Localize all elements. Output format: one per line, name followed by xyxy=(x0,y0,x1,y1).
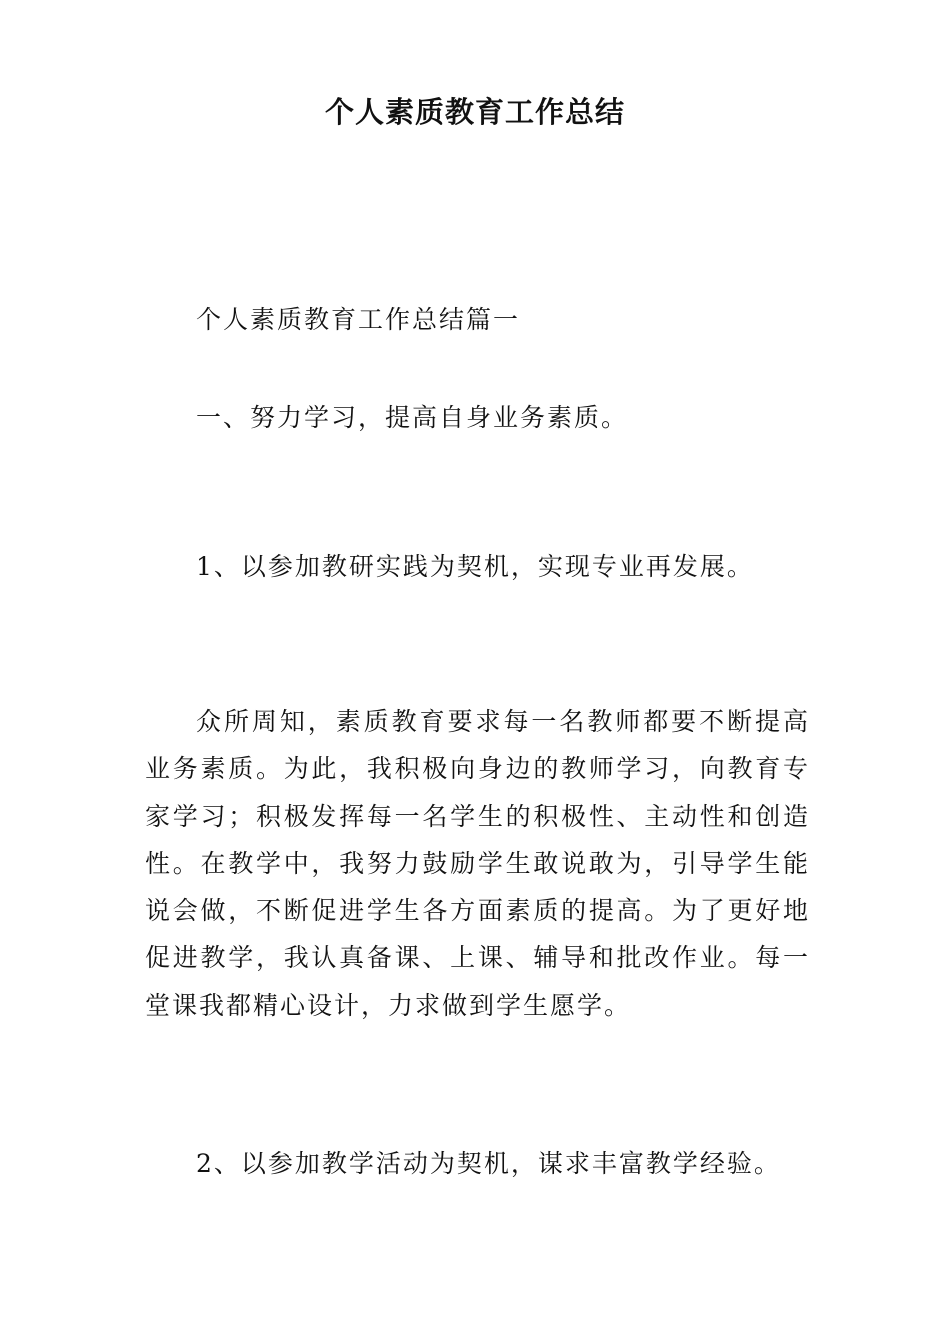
item-heading-one: 1、以参加教研实践为契机，实现专业再发展。 xyxy=(196,552,754,581)
document-title: 个人素质教育工作总结 xyxy=(324,95,625,129)
point-heading-one: 一、努力学习，提高自身业务素质。 xyxy=(196,403,629,432)
section-heading: 个人素质教育工作总结篇一 xyxy=(196,305,521,334)
body-paragraph: 众所周知，素质教育要求每一名教师都要不断提高业务素质。为此，我积极向身边的教师学习，向教育专家学习；积极发挥每一名学生的积极性、主动性和创造性。在教学中，我努力鼓励学生敢说敢为，引导学生能说会做，不断促进学生各方面素质的提高。为了更好地促进教学，我认真备课、上课、辅导和批改作业。每一堂课我都精心设计，力求做到学生愿学。 xyxy=(145,707,810,1020)
item-heading-two: 2、以参加教学活动为契机，谋求丰富教学经验。 xyxy=(196,1149,781,1178)
